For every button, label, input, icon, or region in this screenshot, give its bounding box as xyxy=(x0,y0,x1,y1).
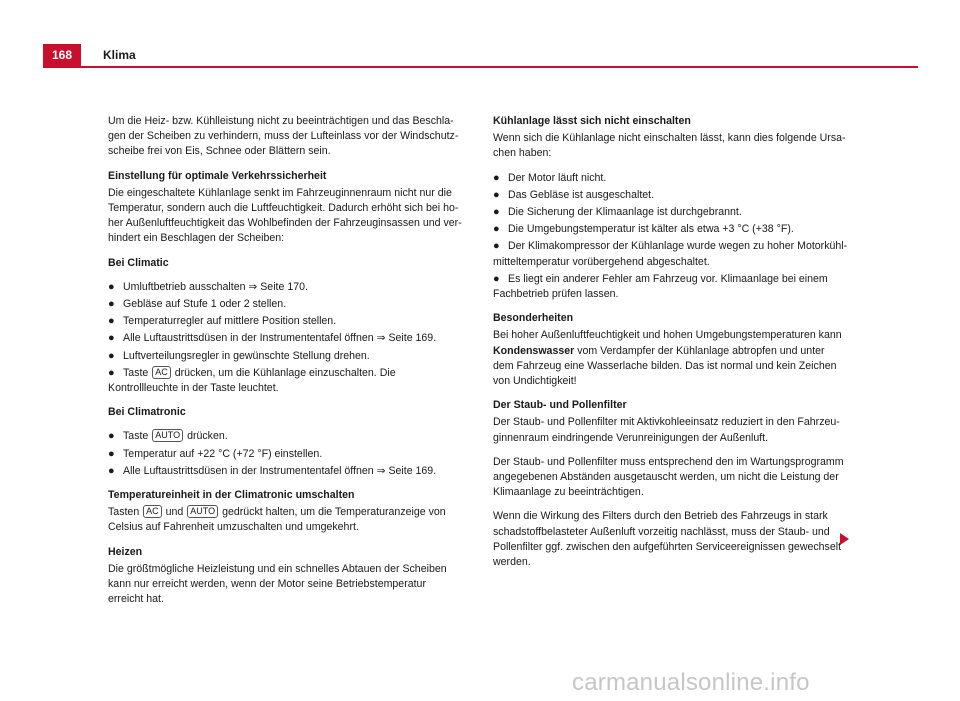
list-item: ● Alle Luftaustrittsdüsen in der Instrumententafel öffnen ⇒ Seite 169. xyxy=(108,464,463,479)
list-item: ● Das Gebläse ist ausgeschaltet. xyxy=(493,188,848,203)
intro-paragraph: Um die Heiz- bzw. Kühlleistung nicht zu beeinträchtigen und das Beschlagen der Scheiben zu verhindern, muss der Lufteinlass vor der Windschutzscheibe frei von Eis, Schnee oder Blättern sein. xyxy=(108,115,459,158)
bullet-icon: ● xyxy=(108,447,115,460)
unit-heading: Temperatureinheit in der Climatronic umschalten xyxy=(108,489,355,502)
list-item: ● Die Sicherung der Klimaanlage ist durchgebrannt. xyxy=(493,205,848,220)
condensation-term: Kondenswasser xyxy=(493,344,575,357)
bullet-icon: ● xyxy=(493,272,500,285)
list-item: ● Gebläse auf Stufe 1 oder 2 stellen. xyxy=(108,297,463,312)
special-heading: Besonderheiten xyxy=(493,312,574,325)
filter-heading: Der Staub- und Pollenfilter xyxy=(493,399,627,412)
safety-paragraph: Die eingeschaltete Kühlanlage senkt im Fahrzeuginnenraum nicht nur die Temperatur, sondern auch die Luftfeuchtigkeit. Dadurch erhöht sich bei hoher Außenluftfeuchtigkeit das Wohlbefinden der Fahrzeuginsassen und verhindert ein Beschlagen der Scheiben: xyxy=(108,186,462,245)
page-number: 168 xyxy=(43,44,81,67)
list-item: ● Die Umgebungstemperatur ist kälter als etwa +3 °C (+38 °F). xyxy=(493,222,848,237)
list-item: ● Der Motor läuft nicht. xyxy=(493,171,848,186)
bullet-icon: ● xyxy=(493,240,500,253)
list-item: ● Es liegt ein anderer Fehler am Fahrzeug vor. Klimaanlage bei einem Fachbetrieb prüfen lassen. xyxy=(493,272,828,301)
list-item: ● Luftverteilungsregler in gewünschte Stellung drehen. xyxy=(108,349,463,364)
bullet-icon: ● xyxy=(108,349,115,362)
filter-paragraph-2: Der Staub- und Pollenfilter muss entsprechend den im Wartungsprogramm angegebenen Abständen ausgetauscht werden, um nicht die Leistung der Klimaanlage zu beeinträchtigen. xyxy=(493,455,844,499)
ac-key-icon: AC xyxy=(152,366,171,379)
bullet-icon: ● xyxy=(108,464,115,477)
heating-heading: Heizen xyxy=(108,545,143,558)
bullet-icon: ● xyxy=(493,223,500,236)
list-item: ● Taste AUTO drücken. xyxy=(108,429,463,444)
bullet-icon: ● xyxy=(493,188,500,201)
heating-paragraph: Die größtmögliche Heizleistung und ein schnelles Abtauen der Scheiben kann nur erreicht werden, wenn der Motor seine Betriebstemperatur erreicht hat. xyxy=(108,562,447,606)
continue-arrow-icon xyxy=(840,533,849,545)
filter-paragraph-3: Wenn die Wirkung des Filters durch den Betrieb des Fahrzeugs in stark schadstoffbelasteter Außenluft vorzeitig nachlässt, muss der Staub- und Pollenfilter ggf. zwischen den aufgeführten Serviceereignissen gewechselt werden. xyxy=(493,510,842,569)
climatronic-heading: Bei Climatronic xyxy=(108,406,186,419)
auto-key-icon: AUTO xyxy=(152,429,183,442)
bullet-icon: ● xyxy=(108,332,115,345)
list-item: ● Temperaturregler auf mittlere Position stellen. xyxy=(108,314,463,329)
failure-heading: Kühlanlage lässt sich nicht einschalten xyxy=(493,115,691,127)
header-rule xyxy=(43,66,918,68)
ac-key-icon: AC xyxy=(143,505,162,518)
bullet-icon: ● xyxy=(108,430,115,443)
list-item: ● Taste AC drücken, um die Kühlanlage einzuschalten. Die Kontrollleuchte in der Taste leuchtet. xyxy=(108,366,396,395)
chapter-title: Klima xyxy=(103,48,136,62)
auto-key-icon: AUTO xyxy=(187,505,218,518)
special-paragraph: Bei hoher Außenluftfeuchtigkeit und hohen Umgebungstemperaturen kann Kondenswasser vom Verdampfer der Kühlanlage abtropfen und unter dem Fahrzeug eine Wasserlache bilden. Das ist normal und kein Zeichen von Undichtigkeit! xyxy=(493,329,842,388)
bullet-icon: ● xyxy=(493,171,500,184)
bullet-icon: ● xyxy=(108,280,115,293)
list-item: ● Alle Luftaustrittsdüsen in der Instrumententafel öffnen ⇒ Seite 169. xyxy=(108,331,463,346)
watermark: carmanualsonline.info xyxy=(572,669,810,696)
bullet-icon: ● xyxy=(493,206,500,219)
list-item: ● Der Klimakompressor der Kühlanlage wurde wegen zu hoher Motorkühlmitteltemperatur vorübergehend abgeschaltet. xyxy=(493,240,848,268)
failure-paragraph: Wenn sich die Kühlanlage nicht einschalten lässt, kann dies folgende Ursachen haben: xyxy=(493,132,846,160)
safety-heading: Einstellung für optimale Verkehrssicherheit xyxy=(108,169,327,182)
left-column xyxy=(108,114,463,616)
page-header xyxy=(43,44,918,67)
unit-paragraph: Tasten AC und AUTO gedrückt halten, um die Temperaturanzeige von Celsius auf Fahrenheit umzuschalten und umgekehrt. xyxy=(108,506,446,534)
list-item: ● Temperatur auf +22 °C (+72 °F) einstellen. xyxy=(108,447,463,462)
bullet-icon: ● xyxy=(108,315,115,328)
bullet-icon: ● xyxy=(108,298,115,311)
list-item: ● Umluftbetrieb ausschalten ⇒ Seite 170. xyxy=(108,280,463,295)
filter-paragraph-1: Der Staub- und Pollenfilter mit Aktivkohleeinsatz reduziert in den Fahrzeuginnenraum eindringende Verunreinigungen der Außenluft. xyxy=(493,416,840,444)
right-column xyxy=(493,114,848,579)
bullet-icon: ● xyxy=(108,366,115,379)
climatic-heading: Bei Climatic xyxy=(108,256,169,269)
